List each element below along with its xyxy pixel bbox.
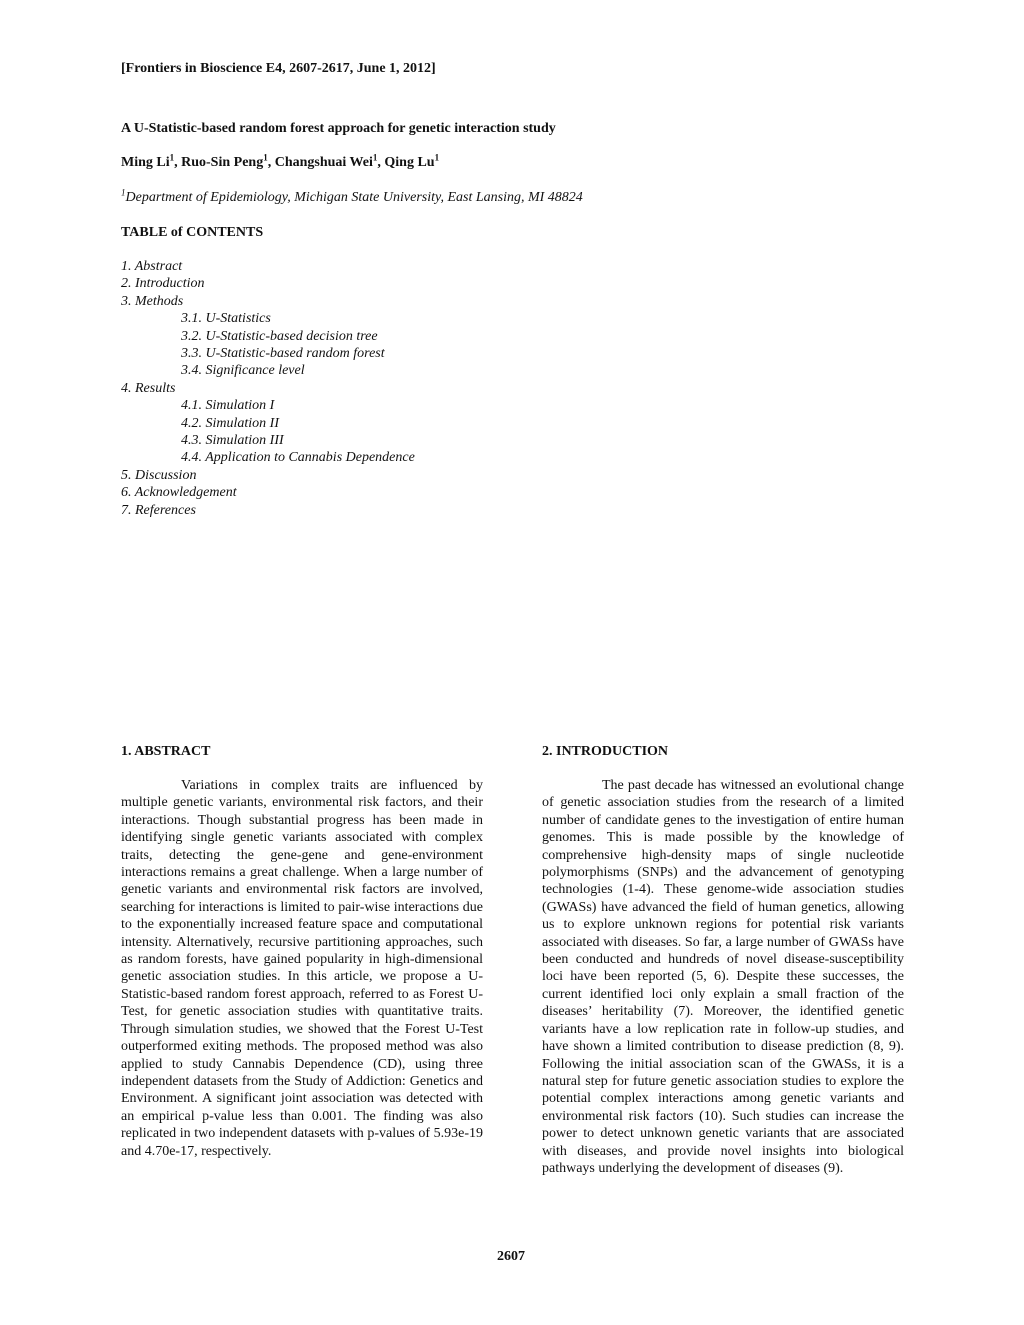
abstract-column bbox=[121, 777, 483, 1160]
author-affiliation-marker: 1 bbox=[263, 152, 268, 163]
toc-item: 2. Introduction bbox=[121, 276, 205, 292]
toc-subitem: 3.3. U-Statistic-based random forest bbox=[181, 346, 385, 362]
author-list bbox=[121, 152, 440, 171]
abstract-heading: 1. ABSTRACT bbox=[121, 744, 211, 759]
affiliation-text: Department of Epidemiology, Michigan State University, East Lansing, MI 48824 bbox=[125, 190, 583, 205]
author-name: Ruo-Sin Peng bbox=[181, 155, 264, 170]
author-affiliation-marker: 1 bbox=[372, 152, 378, 163]
page-number: 2607 bbox=[497, 1249, 525, 1264]
author-affiliation-marker: 1 bbox=[434, 152, 440, 163]
author-name: Ming Li bbox=[121, 155, 170, 170]
author-separator: , bbox=[174, 155, 182, 170]
affiliation-marker: 1 bbox=[121, 187, 126, 198]
toc-item: 1. Abstract bbox=[121, 259, 183, 274]
toc-subitem: 3.4. Significance level bbox=[181, 363, 305, 379]
article-title: A U-Statistic-based random forest approach for genetic interaction study bbox=[121, 121, 556, 136]
toc-subitem: 4.4. Application to Cannabis Dependence bbox=[181, 450, 415, 466]
table-of-contents bbox=[121, 258, 415, 519]
toc-heading: TABLE of CONTENTS bbox=[121, 225, 264, 240]
toc-subitem: 4.2. Simulation II bbox=[181, 415, 279, 431]
toc-item: 7. References bbox=[121, 502, 196, 518]
author-separator: , bbox=[377, 155, 385, 170]
journal-citation-header: [Frontiers in Bioscience E4, 2607-2617, June 1, 2012] bbox=[121, 61, 436, 76]
author-separator: , bbox=[267, 155, 275, 170]
introduction-heading: 2. INTRODUCTION bbox=[542, 744, 669, 759]
toc-item: 3. Methods bbox=[121, 293, 184, 309]
author-affiliation-marker: 1 bbox=[169, 152, 175, 163]
toc-subitem: 4.3. Simulation III bbox=[181, 433, 284, 449]
toc-subitem: 3.2. U-Statistic-based decision tree bbox=[181, 328, 378, 344]
toc-subitem: 3.1. U-Statistics bbox=[181, 311, 271, 327]
toc-item: 4. Results bbox=[121, 380, 176, 396]
toc-item: 5. Discussion bbox=[121, 467, 197, 483]
author-affiliation bbox=[121, 187, 583, 206]
introduction-paragraph: The past decade has witnessed an evolutional change of genetic association studies from the research of a limited number of candidate genes to the investigation of entire human genomes. This is made possible by the knowledge of comprehensive high-density maps of single nucleotide polymorphisms (SNPs) and the advancement of genotyping technologies (1-4). These genome-wide association studies (GWASs) have advanced the field of human genetics, allowing us to explore unknown regions for potential risk variants associated with diseases. So far, a large number of GWASs have been conducted and hundreds of novel disease-susceptibility loci have been reported (5, 6). Despite these successes, the current identified loci only explain a small fraction of the diseases’ heritability (7). Moreover, the identified genetic variants have a low replication rate in follow-up studies, and have shown a limited contribution to disease prediction (8, 9). Following the initial association scan of the GWASs, it is a natural step for future genetic association studies to explore the potential complex interactions among genetic variants and environmental risk factors (10). Such studies can increase the power to detect unknown genetic variants that are associated with diseases, and provide novel insights into biological pathways underlying the development of diseases (9). bbox=[542, 778, 904, 1176]
author-name: Changshuai Wei bbox=[274, 155, 373, 170]
author-name: Qing Lu bbox=[384, 155, 435, 170]
introduction-column bbox=[542, 777, 904, 1177]
toc-subitem: 4.1. Simulation I bbox=[181, 398, 275, 414]
abstract-paragraph: Variations in complex traits are influenced by multiple genetic variants, environmental risk factors, and their interactions. Though substantial progress has been made in identifying single genetic variants associated with complex traits, detecting the gene-gene and gene-environment interactions remains a great challenge. When a large number of genetic variants and environmental risk factors are involved, searching for interactions is limited to pair-wise interactions due to the exponentially increased feature space and computational intensity. Alternatively, recursive partitioning approaches, such as random forests, have gained popularity in high-dimensional genetic association studies. In this article, we propose a U-Statistic-based random forest approach, referred to as Forest U-Test, for genetic association studies with quantitative traits. Through simulation studies, we showed that the Forest U-Test outperformed exiting methods. The proposed method was also applied to study Cannabis Dependence (CD), using three independent datasets from the Study of Addiction: Genetics and Environment. A significant joint association was detected with an empirical p-value less than 0.001. The finding was also replicated in two independent datasets with p-values of 5.93e-19 and 4.70e-17, respectively. bbox=[121, 778, 483, 1159]
toc-item: 6. Acknowledgement bbox=[121, 485, 237, 501]
